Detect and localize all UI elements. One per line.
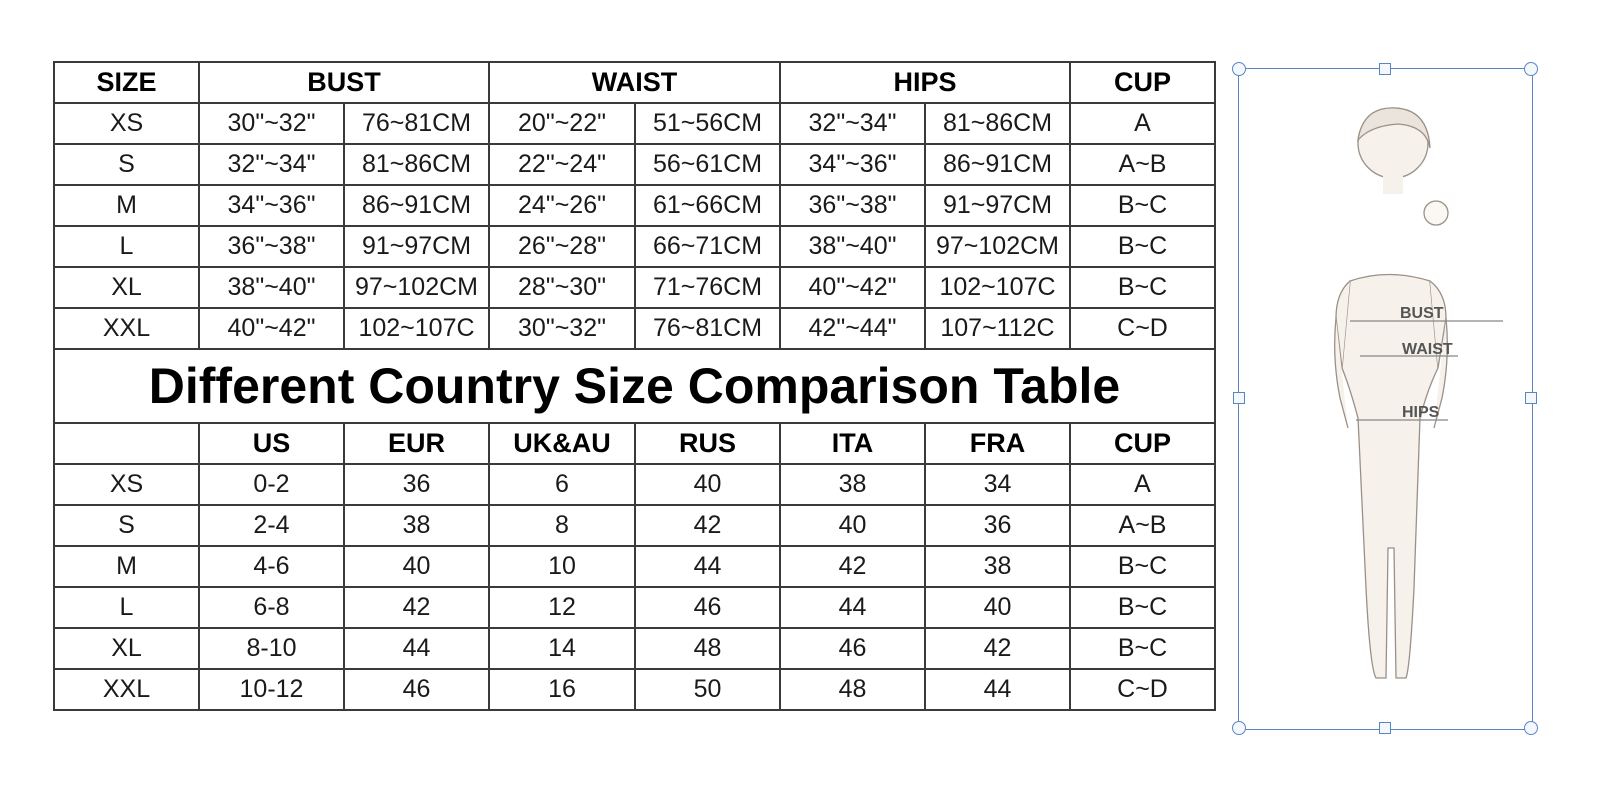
measurement-row <box>54 185 1215 226</box>
cell-hips-cm: 81~86CM <box>925 103 1070 144</box>
comparison-cell: B~C <box>1070 587 1215 628</box>
cell-waist-cm: 56~61CM <box>635 144 780 185</box>
banner-section <box>54 349 1215 423</box>
comparison-table-title: Different Country Size Comparison Table <box>54 349 1215 423</box>
cell-cup: B~C <box>1070 267 1215 308</box>
cell-hips-in: 42"~44" <box>780 308 925 349</box>
comparison-cell: 44 <box>344 628 489 669</box>
comparison-header-6: FRA <box>925 423 1070 464</box>
comparison-cell: 42 <box>925 628 1070 669</box>
cell-size: XL <box>54 267 199 308</box>
comparison-cell: 46 <box>780 628 925 669</box>
comparison-row <box>54 505 1215 546</box>
comparison-cell: 36 <box>925 505 1070 546</box>
cell-waist-in: 22"~24" <box>489 144 635 185</box>
comparison-cell: 38 <box>344 505 489 546</box>
cell-bust-in: 36"~38" <box>199 226 344 267</box>
comparison-cell: 48 <box>635 628 780 669</box>
comparison-cell: 6 <box>489 464 635 505</box>
comparison-cell: A~B <box>1070 505 1215 546</box>
comparison-cell: 46 <box>635 587 780 628</box>
cell-cup: B~C <box>1070 185 1215 226</box>
cell-bust-in: 30"~32" <box>199 103 344 144</box>
body-measurement-figure <box>1238 68 1538 730</box>
cell-waist-in: 28"~30" <box>489 267 635 308</box>
cell-size: XS <box>54 103 199 144</box>
header-bust: BUST <box>199 62 489 103</box>
cell-waist-cm: 76~81CM <box>635 308 780 349</box>
comparison-cell: 38 <box>925 546 1070 587</box>
comparison-cell: A <box>1070 464 1215 505</box>
cell-hips-in: 40"~42" <box>780 267 925 308</box>
comparison-cell: 40 <box>344 546 489 587</box>
cell-waist-cm: 66~71CM <box>635 226 780 267</box>
comparison-cell: B~C <box>1070 628 1215 669</box>
comparison-header-7: CUP <box>1070 423 1215 464</box>
comparison-cell: L <box>54 587 199 628</box>
comparison-cell: XXL <box>54 669 199 710</box>
measurements-header-row <box>54 62 1215 103</box>
cell-waist-in: 24"~26" <box>489 185 635 226</box>
comparison-row <box>54 546 1215 587</box>
cell-hips-in: 36"~38" <box>780 185 925 226</box>
figure-label-bust: BUST <box>1400 305 1444 322</box>
cell-hips-in: 38"~40" <box>780 226 925 267</box>
cell-bust-cm: 81~86CM <box>344 144 489 185</box>
cell-bust-in: 38"~40" <box>199 267 344 308</box>
cell-hips-cm: 91~97CM <box>925 185 1070 226</box>
measurement-row <box>54 226 1215 267</box>
comparison-cell: 0-2 <box>199 464 344 505</box>
cell-bust-in: 34"~36" <box>199 185 344 226</box>
cell-cup: B~C <box>1070 226 1215 267</box>
comparison-cell: 10 <box>489 546 635 587</box>
cell-hips-cm: 97~102CM <box>925 226 1070 267</box>
comparison-cell: 36 <box>344 464 489 505</box>
comparison-cell: 44 <box>925 669 1070 710</box>
cell-size: M <box>54 185 199 226</box>
cell-waist-in: 20"~22" <box>489 103 635 144</box>
cell-size: L <box>54 226 199 267</box>
cell-cup: A~B <box>1070 144 1215 185</box>
header-cup: CUP <box>1070 62 1215 103</box>
measurement-row <box>54 103 1215 144</box>
comparison-cell: 44 <box>635 546 780 587</box>
cell-waist-cm: 71~76CM <box>635 267 780 308</box>
comparison-header-row <box>54 423 1215 464</box>
size-chart-table <box>53 61 1216 711</box>
hair-bun <box>1424 201 1448 225</box>
comparison-cell: XS <box>54 464 199 505</box>
cell-bust-in: 32"~34" <box>199 144 344 185</box>
comparison-cell: 4-6 <box>199 546 344 587</box>
cell-bust-cm: 86~91CM <box>344 185 489 226</box>
comparison-cell: 40 <box>925 587 1070 628</box>
measurements-section <box>54 62 1215 349</box>
comparison-cell: 40 <box>635 464 780 505</box>
figure-label-waist: WAIST <box>1402 341 1453 358</box>
cell-bust-cm: 97~102CM <box>344 267 489 308</box>
comparison-cell: 44 <box>780 587 925 628</box>
comparison-row <box>54 464 1215 505</box>
comparison-cell: 40 <box>780 505 925 546</box>
cell-bust-in: 40"~42" <box>199 308 344 349</box>
comparison-cell: 50 <box>635 669 780 710</box>
cell-size: XXL <box>54 308 199 349</box>
comparison-section <box>54 423 1215 710</box>
comparison-cell: 48 <box>780 669 925 710</box>
cell-cup: C~D <box>1070 308 1215 349</box>
comparison-cell: 42 <box>780 546 925 587</box>
comparison-header-0 <box>54 423 199 464</box>
measurement-row <box>54 267 1215 308</box>
comparison-header-1: US <box>199 423 344 464</box>
figure-label-hips: HIPS <box>1402 404 1440 421</box>
comparison-cell: 6-8 <box>199 587 344 628</box>
comparison-cell: 42 <box>635 505 780 546</box>
comparison-cell: 2-4 <box>199 505 344 546</box>
comparison-cell: 14 <box>489 628 635 669</box>
comparison-cell: B~C <box>1070 546 1215 587</box>
comparison-cell: 10-12 <box>199 669 344 710</box>
cell-hips-in: 34"~36" <box>780 144 925 185</box>
cell-waist-in: 30"~32" <box>489 308 635 349</box>
cell-bust-cm: 91~97CM <box>344 226 489 267</box>
comparison-cell: 34 <box>925 464 1070 505</box>
cell-waist-in: 26"~28" <box>489 226 635 267</box>
header-size: SIZE <box>54 62 199 103</box>
comparison-cell: 42 <box>344 587 489 628</box>
measurement-row <box>54 144 1215 185</box>
comparison-cell: C~D <box>1070 669 1215 710</box>
body-silhouette <box>1335 108 1448 678</box>
cell-size: S <box>54 144 199 185</box>
cell-hips-cm: 86~91CM <box>925 144 1070 185</box>
cell-waist-cm: 51~56CM <box>635 103 780 144</box>
cell-hips-in: 32"~34" <box>780 103 925 144</box>
cell-bust-cm: 102~107C <box>344 308 489 349</box>
comparison-row <box>54 628 1215 669</box>
comparison-cell: M <box>54 546 199 587</box>
comparison-cell: XL <box>54 628 199 669</box>
comparison-cell: 38 <box>780 464 925 505</box>
comparison-cell: 8 <box>489 505 635 546</box>
measurement-row <box>54 308 1215 349</box>
comparison-cell: 16 <box>489 669 635 710</box>
comparison-header-4: RUS <box>635 423 780 464</box>
comparison-header-5: ITA <box>780 423 925 464</box>
comparison-cell: 46 <box>344 669 489 710</box>
comparison-cell: 8-10 <box>199 628 344 669</box>
cell-cup: A <box>1070 103 1215 144</box>
header-waist: WAIST <box>489 62 780 103</box>
comparison-cell: S <box>54 505 199 546</box>
comparison-header-3: UK&AU <box>489 423 635 464</box>
header-hips: HIPS <box>780 62 1070 103</box>
cell-bust-cm: 76~81CM <box>344 103 489 144</box>
cell-waist-cm: 61~66CM <box>635 185 780 226</box>
comparison-row <box>54 587 1215 628</box>
comparison-header-2: EUR <box>344 423 489 464</box>
comparison-cell: 12 <box>489 587 635 628</box>
comparison-row <box>54 669 1215 710</box>
cell-hips-cm: 102~107C <box>925 267 1070 308</box>
cell-hips-cm: 107~112C <box>925 308 1070 349</box>
